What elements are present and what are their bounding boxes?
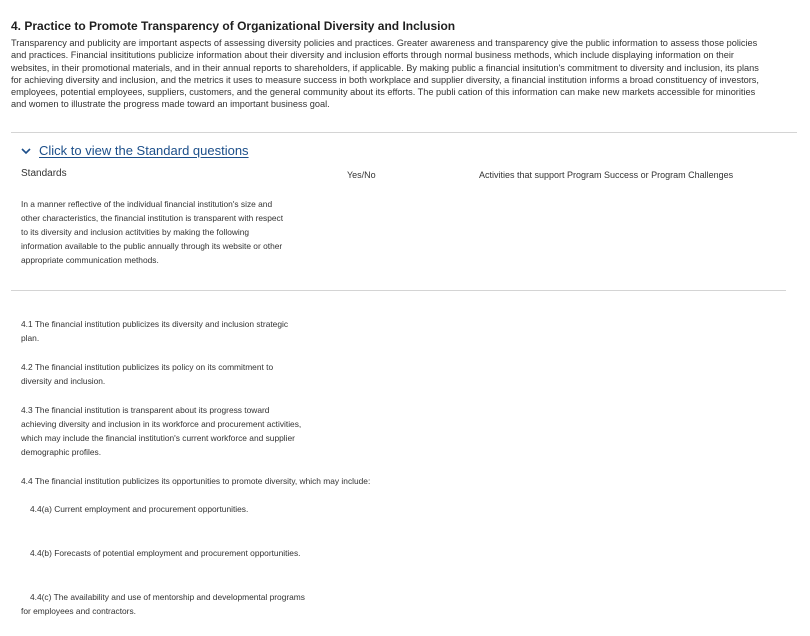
standard-item-4-3 — [21, 403, 301, 459]
preamble-line: appropriate communication methods. — [21, 255, 159, 265]
table-divider — [11, 290, 786, 291]
item-line: demographic profiles. — [21, 447, 102, 457]
intro-line: for achieving diversity and inclusion, and the metrics it uses to measure success in both workplace and supplier diversity, a financial institution informs a broad constituency of investors, — [11, 74, 759, 85]
column-header-yes-no: Yes/No — [347, 170, 376, 180]
preamble-line: to its diversity and inclusion actitvities by making the following — [21, 227, 250, 237]
item-line: 4.1 The financial institution publicizes its diversity and inclusion strategic — [21, 319, 289, 329]
item-line: 4.2 The financial institution publicizes its policy on its commitment to — [21, 362, 274, 372]
item-line: 4.4(b) Forecasts of potential employment and procurement opportunities. — [30, 548, 301, 558]
standard-item-4-2 — [21, 360, 273, 388]
item-line: 4.4(a) Current employment and procurement opportunities. — [30, 504, 249, 514]
column-header-activities: Activities that support Program Success or Program Challenges — [479, 170, 734, 180]
chevron-down-icon — [20, 145, 32, 157]
section-title: 4. Practice to Promote Transparency of Organizational Diversity and Inclusion — [11, 19, 456, 33]
intro-line: Transparency and publicity are important aspects of assessing diversity policies and practices. Greater awareness and transparency give the public information to assess those policies — [11, 38, 758, 48]
item-line: achieving diversity and inclusion in its workforce and procurement activities, — [21, 419, 302, 429]
intro-line: and practices. Financial insititutions publicize information about their diversity and inclusion efforts through normal business methods, which include displaying information on their — [11, 50, 734, 61]
preamble-line: information available to the public annually through its website or other — [21, 241, 283, 251]
column-header-standards: Standards — [21, 168, 67, 179]
standard-item-4-4c — [21, 590, 305, 618]
standards-preamble — [21, 197, 283, 267]
item-line: plan. — [21, 333, 40, 343]
standard-item-4-4 — [21, 474, 370, 488]
item-line: which may include the financial institution's current workforce and supplier — [21, 433, 295, 443]
intro-line: employees, potential employees, suppliers, customers, and the general community about its efforts. The publi cation of this information can make new markets accessible for minorities — [11, 87, 756, 98]
item-line: 4.3 The financial institution is transparent about its progress toward — [21, 405, 270, 415]
preamble-line: In a manner reflective of the individual financial institution's size and — [21, 199, 273, 209]
standard-item-4-1 — [21, 317, 288, 345]
item-line: 4.4 The financial institution publicizes its opportunities to promote diversity, which may include: — [21, 476, 371, 486]
section-divider — [11, 132, 797, 133]
intro-line: websites, in their promotional materials, and in their annual reports to shareholders, if applicable. By making public a financial insitution's commitment to diversity and inclusion, its plans — [11, 62, 759, 73]
item-line: for employees and contractors. — [21, 606, 136, 616]
item-line: diversity and inclusion. — [21, 376, 106, 386]
item-line: 4.4(c) The availability and use of mentorship and developmental programs — [30, 592, 305, 602]
section-intro — [11, 37, 796, 111]
standard-item-4-4b — [30, 546, 300, 560]
standard-item-4-4a — [30, 502, 248, 516]
preamble-line: other characteristics, the financial institution is transparent with respect — [21, 213, 284, 223]
view-standard-questions-toggle[interactable] — [20, 143, 249, 158]
view-standard-questions-link[interactable]: Click to view the Standard questions — [39, 143, 249, 158]
intro-line: and women to illustrate the progress made toward an important business goal. — [11, 99, 330, 110]
